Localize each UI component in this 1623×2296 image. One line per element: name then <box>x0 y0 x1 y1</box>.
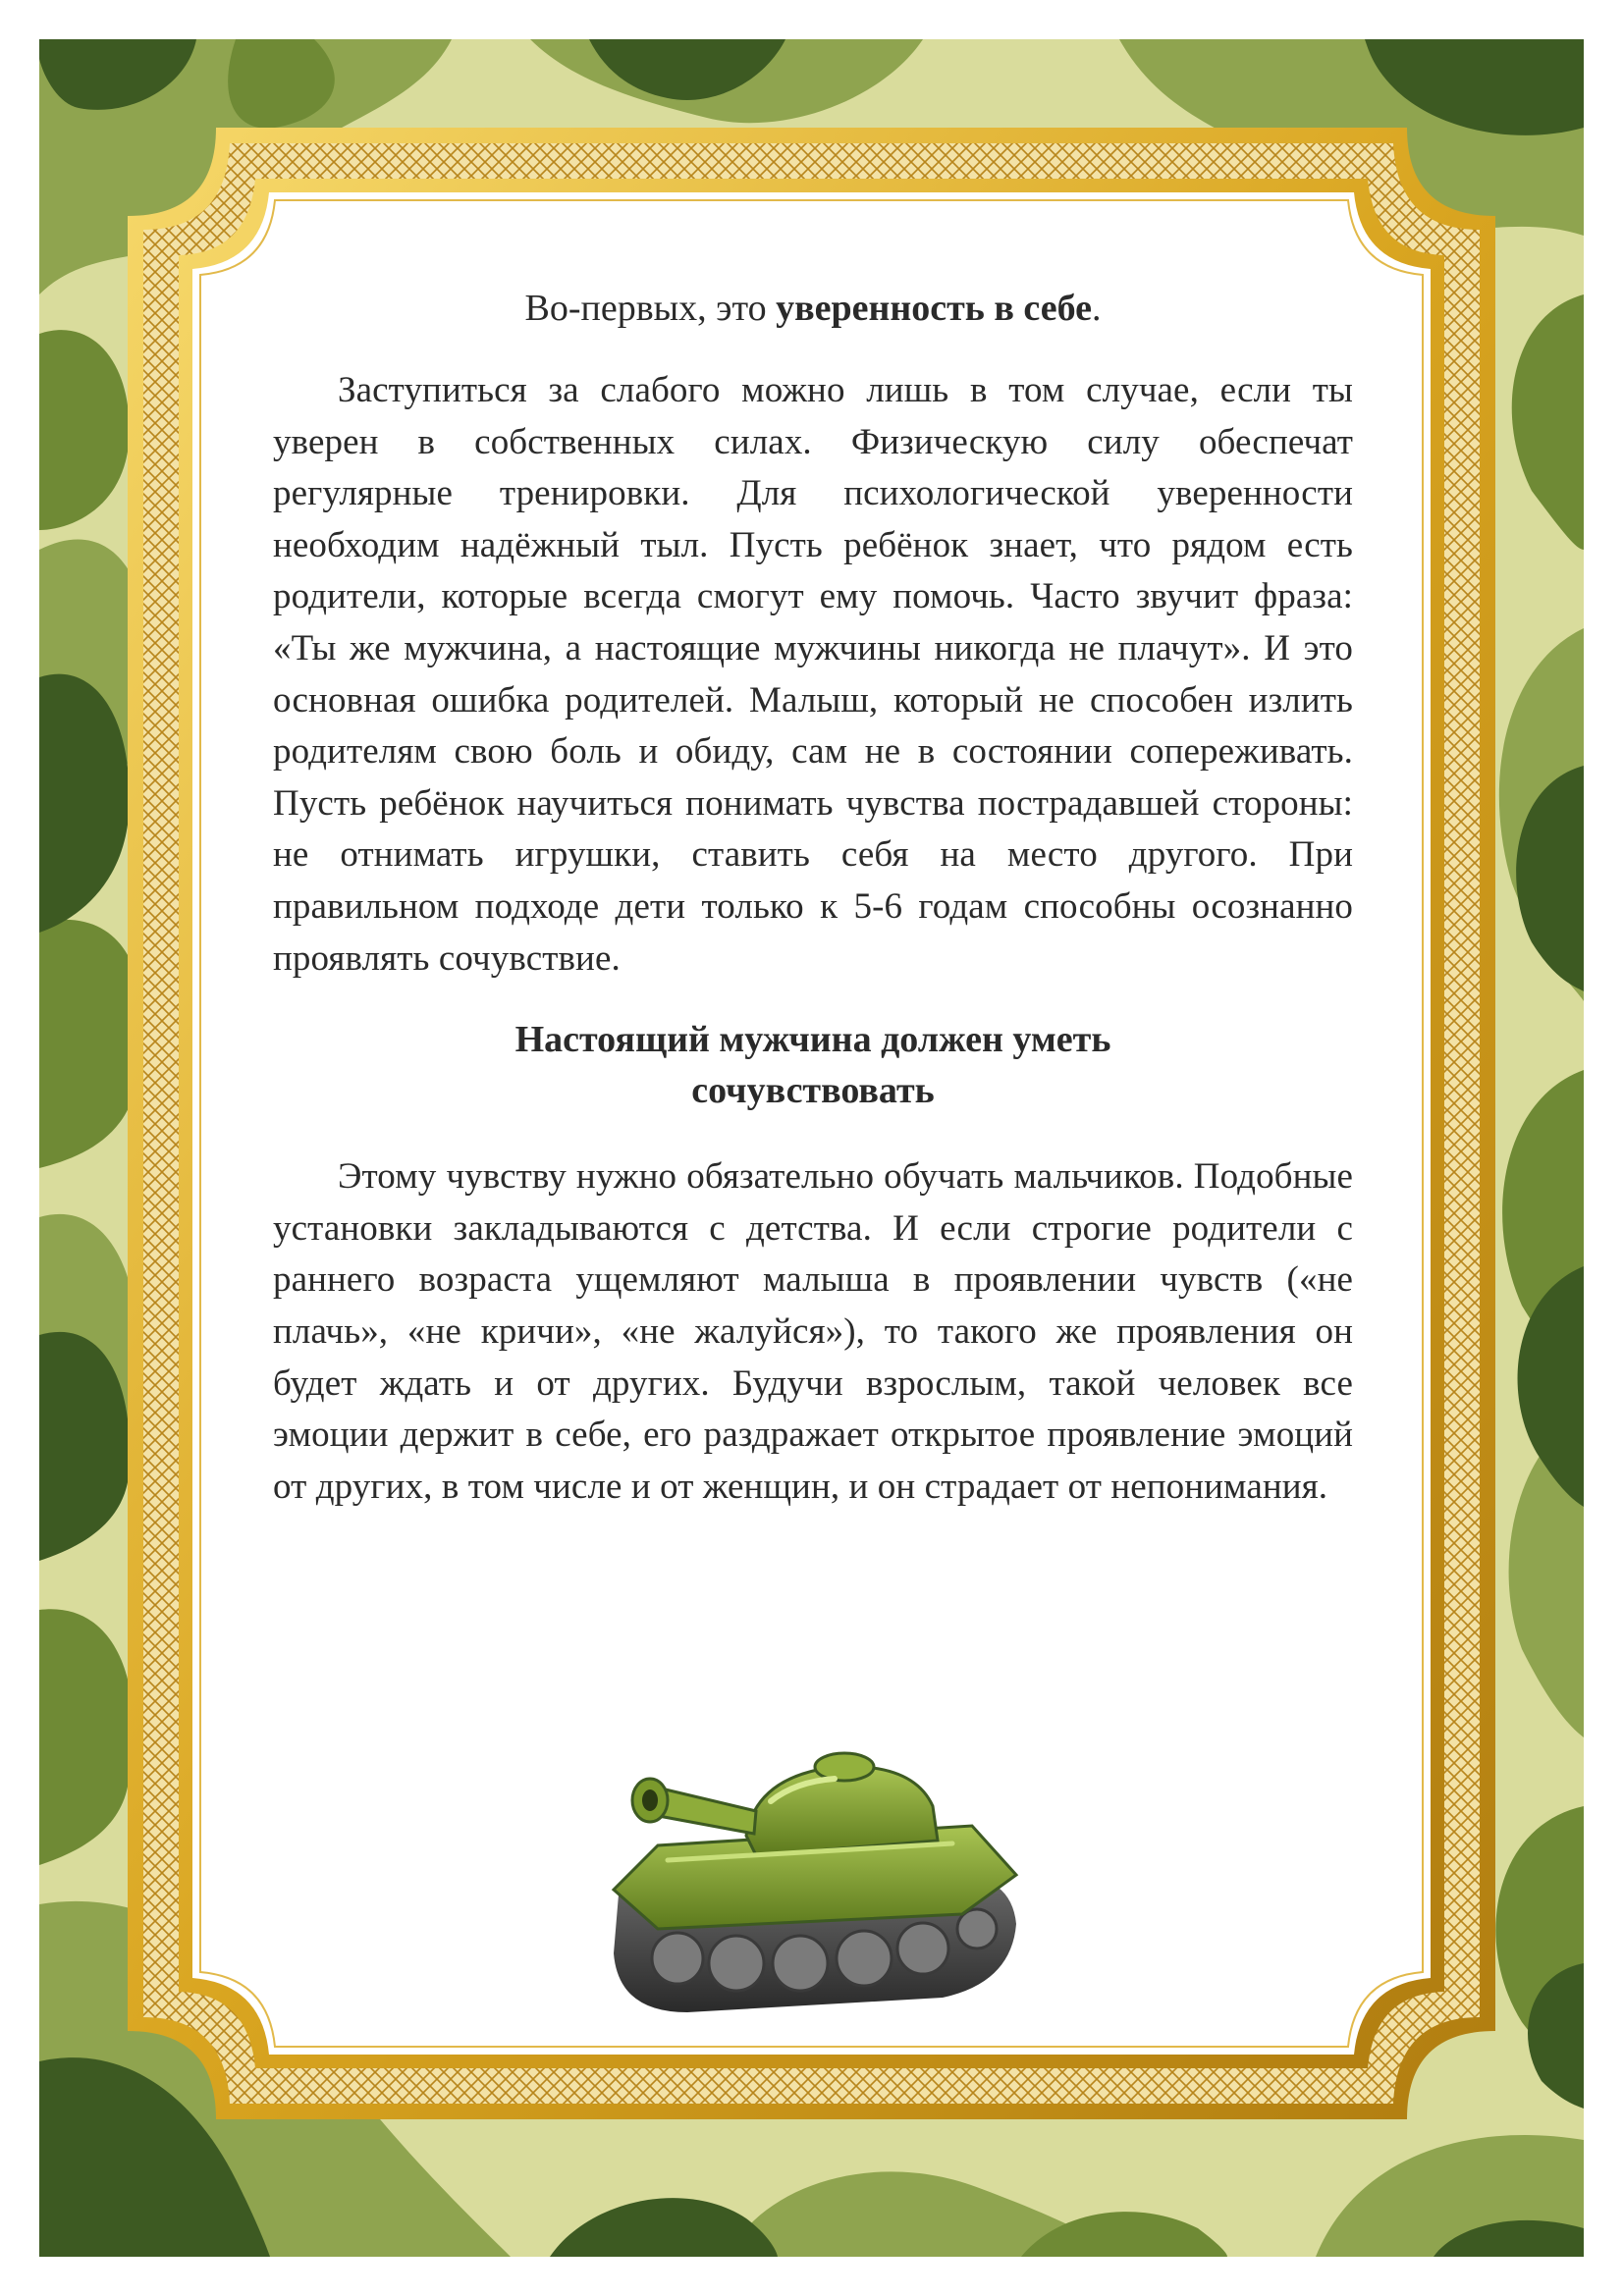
intro-bold-phrase: уверенность в себе <box>776 288 1092 329</box>
section-heading <box>273 1014 1353 1116</box>
paragraph-1: Заступиться за слабого можно лишь в том случае, если ты уверен в собственных силах. Физическую силу обеспечат регулярные тренировки. Для психологической уверенности необходим надёжный тыл. Пусть ребёнок знает, что рядом есть родители, которые всегда смогут ему помочь. Часто звучит фраза: «Ты же мужчина, а настоящие мужчины никогда не плачут». И это основная ошибка родителей. Малыш, который не способен излить родителям свою боль и обиду, сам не в состоянии сопереживать. Пусть ребёнок научиться понимать чувства пострадавшей стороны: не отнимать игрушки, ставить себя на место другого. При правильном подходе дети только к 5-6 годам способны осознанно проявлять сочувствие. <box>273 370 1353 979</box>
tank-icon <box>599 1728 1031 2022</box>
heading-line-2: сочувствовать <box>691 1070 935 1112</box>
paragraph-2: Этому чувству нужно обязательно обучать мальчиков. Подобные установки закладываются с детства. И если строгие родители с раннего возраста ущемляют малыша в проявлении чувств («не плачь», «не кричи», «не жалуйся»), то такого же проявления он будет ждать и от других. Будучи взрослым, такой человек все эмоции держит в себе, его раздражает открытое проявление эмоций от других, в том числе и от женщин, и он страдает от непонимания. <box>273 1156 1353 1507</box>
intro-prefix: Во-первых, это <box>524 288 777 329</box>
intro-line <box>273 285 1353 332</box>
heading-line-1: Настоящий мужчина должен уметь <box>514 1019 1111 1061</box>
intro-suffix: . <box>1091 288 1102 329</box>
document-body <box>273 265 1353 1513</box>
